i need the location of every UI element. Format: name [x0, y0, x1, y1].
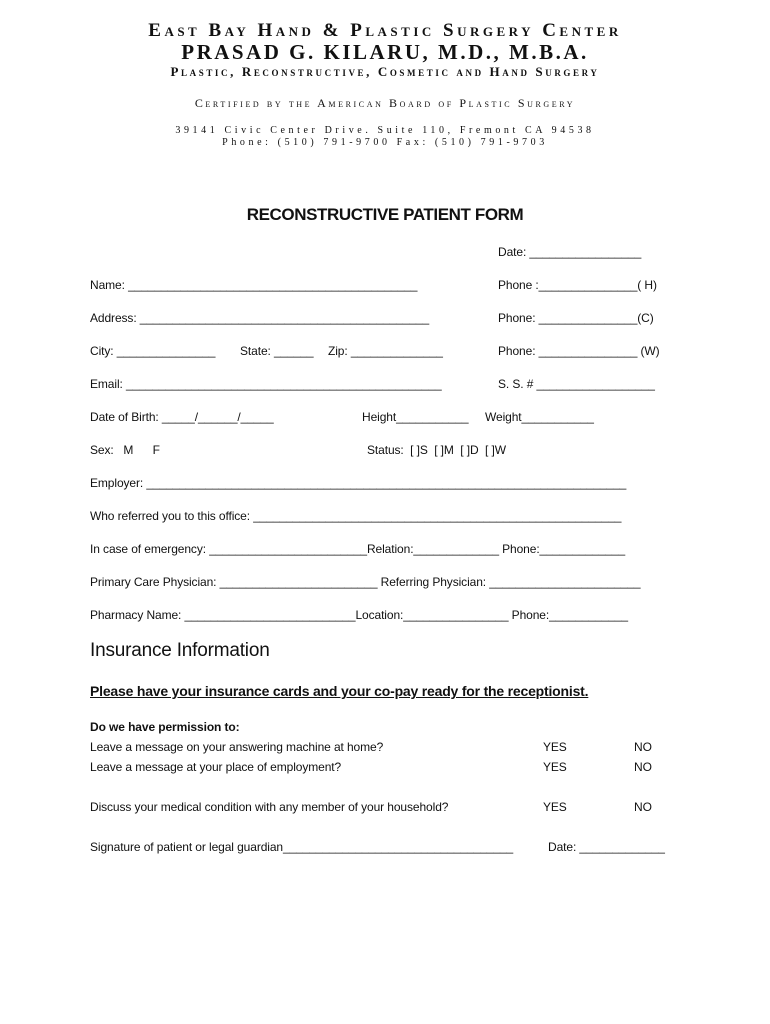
phone-fax: Phone: (510) 791-9700 Fax: (510) 791-9703	[222, 137, 548, 148]
pharmacy-field[interactable]: Pharmacy Name: __________________________Location:________________ Phone:____________	[90, 608, 628, 622]
weight-field[interactable]: Weight___________	[485, 410, 594, 424]
email-field[interactable]: Email: ________________________________________________	[90, 377, 442, 391]
doctor-name: PRASAD G. KILARU, M.D., M.B.A.	[181, 40, 589, 64]
address: 39141 Civic Center Drive. Suite 110, Fremont CA 94538	[175, 125, 595, 136]
certification: Certified by the American Board of Plastic Surgery	[194, 96, 576, 110]
ssn-field[interactable]: S. S. # __________________	[498, 377, 655, 391]
zip-field[interactable]: Zip: ______________	[328, 344, 443, 358]
emergency-contact-field[interactable]: In case of emergency: ________________________Relation:_____________ Phone:_____________	[90, 542, 626, 556]
question-text: Leave a message at your place of employment?	[90, 760, 342, 774]
height-field[interactable]: Height___________	[362, 410, 469, 424]
physician-field[interactable]: Primary Care Physician: ________________________ Referring Physician: _______________________	[90, 575, 641, 589]
no-option[interactable]: NO	[634, 800, 652, 814]
name-field[interactable]: Name: ____________________________________________	[90, 278, 418, 292]
address-field[interactable]: Address: ____________________________________________	[90, 311, 430, 325]
yes-option[interactable]: YES	[543, 740, 567, 754]
employer-field[interactable]: Employer: _________________________________________________________________________	[90, 476, 627, 490]
no-option[interactable]: NO	[634, 740, 652, 754]
date-field[interactable]: Date: _________________	[498, 245, 642, 259]
form-title: RECONSTRUCTIVE PATIENT FORM	[246, 205, 524, 224]
home-phone-field[interactable]: Phone :_______________( H)	[498, 278, 657, 292]
dob-field[interactable]: Date of Birth: _____/______/_____	[90, 410, 274, 424]
specialties: Plastic, Reconstructive, Cosmetic and Hand Surgery	[170, 64, 600, 79]
referred-by-field[interactable]: Who referred you to this office: ________________________________________________________	[90, 509, 622, 523]
signature-date-field[interactable]: Date: _____________	[548, 840, 665, 854]
signature-field[interactable]: Signature of patient or legal guardian___________________________________	[90, 840, 514, 854]
permission-label: Do we have permission to:	[90, 720, 240, 734]
insurance-notice: Please have your insurance cards and your co-pay ready for the receptionist.	[90, 683, 589, 699]
sex-field[interactable]: Sex: M F	[90, 443, 160, 457]
insurance-heading: Insurance Information	[90, 640, 270, 661]
practice-name: East Bay Hand & Plastic Surgery Center	[148, 20, 622, 41]
status-field[interactable]: Status: [ ]S [ ]M [ ]D [ ]W	[367, 443, 506, 457]
question-text: Leave a message on your answering machine at home?	[90, 740, 384, 754]
cell-phone-field[interactable]: Phone: _______________(C)	[498, 311, 654, 325]
yes-option[interactable]: YES	[543, 800, 567, 814]
question-text: Discuss your medical condition with any member of your household?	[90, 800, 449, 814]
yes-option[interactable]: YES	[543, 760, 567, 774]
state-field[interactable]: State: ______	[240, 344, 314, 358]
city-field[interactable]: City: _______________	[90, 344, 216, 358]
work-phone-field[interactable]: Phone: _______________ (W)	[498, 344, 660, 358]
no-option[interactable]: NO	[634, 760, 652, 774]
